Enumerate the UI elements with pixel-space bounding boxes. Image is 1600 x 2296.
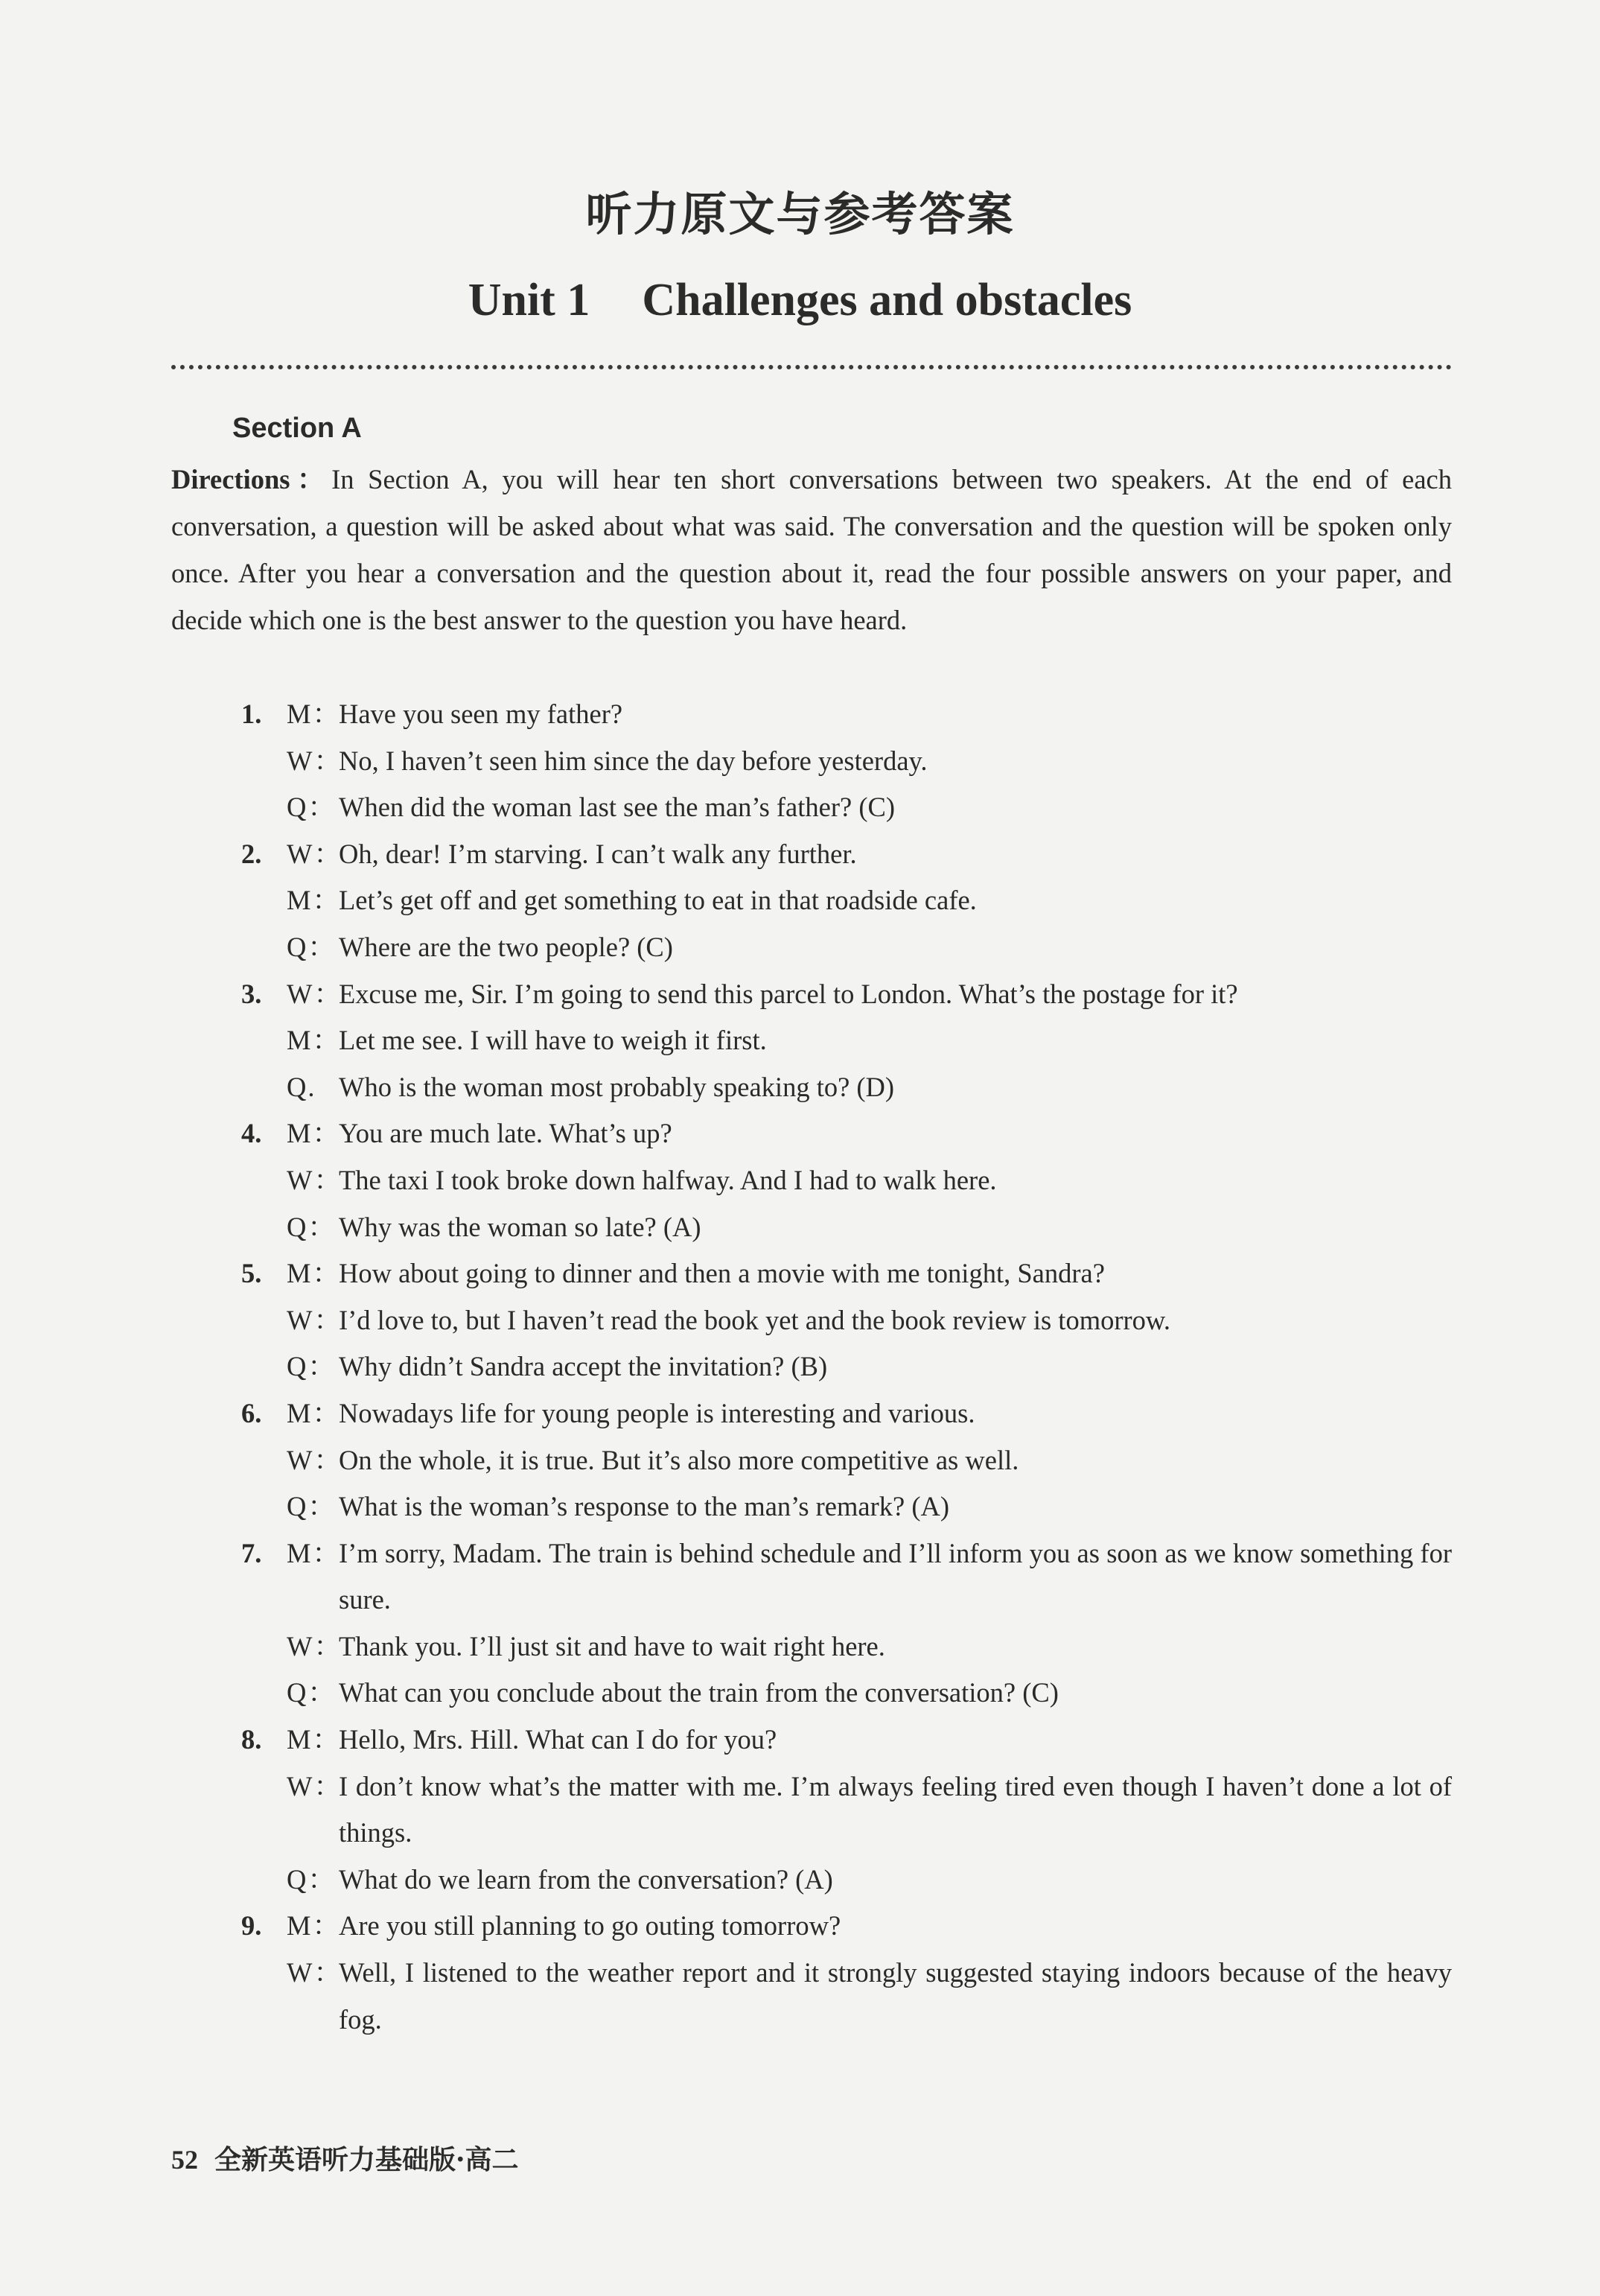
conversation-number: 8. [241, 1724, 262, 1755]
speaker-letter: W [287, 1304, 313, 1335]
speaker-colon: ： [313, 1304, 341, 1335]
dialogue-text: On the whole, it is true. But it’s also more competitive as well. [339, 1444, 1019, 1475]
conversation-item [0, 691, 1600, 831]
speaker-colon: ： [312, 1910, 340, 1942]
dialogue-text: I’m sorry, Madam. The train is behind schedule and I’ll inform you as soon as we know something for sure. [339, 1537, 1452, 1615]
speaker-letter: M [287, 1397, 311, 1428]
dialogue-text: Why was the woman so late? (A) [339, 1211, 701, 1242]
speaker-colon: ： [313, 1164, 341, 1195]
speaker-letter: M [287, 885, 311, 916]
speaker-letter: W [287, 1770, 313, 1801]
speaker-letter: Q [287, 1863, 307, 1895]
conversation-item [0, 1390, 1600, 1530]
dialogue-text: Let me see. I will have to weigh it first. [339, 1025, 767, 1056]
dialogue-text: Have you seen my father? [339, 699, 623, 729]
conversation-item [0, 1903, 1600, 2043]
dialogue-text: No, I haven’t seen him since the day before yesterday. [339, 745, 928, 776]
dialogue-text: What can you conclude about the train from the conversation? (C) [339, 1677, 1059, 1708]
conversation-item [0, 1717, 1600, 1903]
conversation-number: 4. [241, 1118, 262, 1149]
speaker-label [287, 1950, 339, 1997]
speaker-label [287, 877, 339, 924]
unit-number: Unit 1 [468, 275, 590, 325]
conversation-number: 5. [241, 1258, 262, 1289]
dotted-divider [171, 365, 1452, 369]
dialogue-text: Hello, Mrs. Hill. What can I do for you? [339, 1724, 777, 1755]
speaker-colon: ： [313, 978, 341, 1009]
dialogue-line [0, 1670, 1452, 1717]
dialogue-line [0, 971, 1452, 1018]
speaker-colon: ： [307, 1863, 335, 1895]
dialogue-line [0, 1437, 1452, 1484]
conversation-item [0, 971, 1600, 1111]
dialogue-text: How about going to dinner and then a movie with me tonight, Sandra? [339, 1258, 1105, 1289]
speaker-letter: M [287, 1025, 311, 1056]
speaker-colon: . [307, 1071, 315, 1102]
dialogue-text: I don’t know what’s the matter with me. I’m always feeling tired even though I haven’t done a lot of things. [339, 1770, 1452, 1848]
speaker-label [287, 1764, 339, 1810]
page-footer [171, 2139, 519, 2177]
speaker-letter: W [287, 745, 313, 776]
dialogue-text: Thank you. I’ll just sit and have to wait right here. [339, 1630, 885, 1661]
speaker-letter: Q [287, 1677, 307, 1708]
speaker-label [287, 1484, 339, 1530]
dialogue-line [0, 831, 1452, 878]
speaker-label [287, 1670, 339, 1717]
dialogue-line [0, 1624, 1452, 1670]
speaker-letter: M [287, 1537, 311, 1568]
speaker-label [287, 1390, 339, 1437]
conversation-item [0, 1530, 1600, 1717]
unit-title: Challenges and obstacles [642, 275, 1132, 325]
dialogue-text: Let’s get off and get something to eat in that roadside cafe. [339, 885, 977, 916]
speaker-colon: ： [312, 1397, 340, 1428]
conversation-number: 1. [241, 699, 262, 729]
dialogue-text: Where are the two people? (C) [339, 931, 673, 962]
speaker-colon: ： [312, 699, 340, 729]
speaker-label [287, 971, 339, 1018]
dialogue-text: What is the woman’s response to the man’s remark? (A) [339, 1491, 950, 1522]
speaker-colon: ： [313, 745, 341, 776]
conversation-item [0, 1110, 1600, 1250]
speaker-label [287, 1857, 339, 1904]
speaker-colon: ： [307, 931, 335, 962]
speaker-label [287, 784, 339, 831]
conversation-number: 2. [241, 838, 262, 869]
dialogue-text: Who is the woman most probably speaking to? (D) [339, 1071, 895, 1102]
dialogue-text: Excuse me, Sir. I’m going to send this parcel to London. What’s the postage for it? [339, 978, 1238, 1009]
dialogue-text: What do we learn from the conversation? (A) [339, 1863, 833, 1895]
speaker-colon: ： [307, 1677, 335, 1708]
conversation-item [0, 831, 1600, 971]
dialogue-line [0, 1764, 1452, 1857]
speaker-colon: ： [312, 1258, 340, 1289]
dialogue-line [0, 1903, 1452, 1950]
speaker-label [287, 738, 339, 785]
dialogue-text: Why didn’t Sandra accept the invitation? (B) [339, 1351, 828, 1382]
speaker-colon: ： [307, 1351, 335, 1382]
speaker-letter: Q [287, 931, 307, 962]
dialogue-text: Are you still planning to go outing tomorrow? [339, 1910, 841, 1942]
speaker-letter: W [287, 1630, 313, 1661]
dialogue-line [0, 1717, 1452, 1764]
speaker-label [287, 1017, 339, 1064]
page-number: 52 [171, 2145, 198, 2175]
speaker-label [287, 1064, 339, 1111]
speaker-colon: ： [312, 1118, 340, 1149]
speaker-letter: W [287, 1164, 313, 1195]
dialogue-text: When did the woman last see the man’s father? (C) [339, 792, 895, 823]
speaker-colon: ： [313, 1957, 341, 1988]
dialogue-text: Oh, dear! I’m starving. I can’t walk any further. [339, 838, 857, 869]
conversation-item [0, 1250, 1600, 1390]
dialogue-text: The taxi I took broke down halfway. And I had to walk here. [339, 1164, 997, 1195]
directions-paragraph [171, 456, 1452, 643]
conversation-number: 9. [241, 1910, 262, 1942]
directions-label: Directions： [171, 464, 332, 495]
book-title: 全新英语听力基础版·高二 [214, 2144, 519, 2175]
dialogue-line [0, 924, 1452, 971]
speaker-letter: M [287, 1258, 311, 1289]
speaker-colon: ： [312, 1537, 340, 1568]
speaker-label [287, 1297, 339, 1344]
dialogue-line [0, 1484, 1452, 1530]
speaker-label [287, 1343, 339, 1390]
speaker-letter: Q [287, 1491, 307, 1522]
speaker-label [287, 691, 339, 738]
speaker-colon: ： [312, 1025, 340, 1056]
speaker-colon: ： [307, 1491, 335, 1522]
dialogue-text: Well, I listened to the weather report and it strongly suggested staying indoors because of the heavy fog. [339, 1957, 1452, 2035]
speaker-letter: W [287, 838, 313, 869]
speaker-label [287, 1204, 339, 1251]
speaker-colon: ： [307, 1211, 335, 1242]
speaker-colon: ： [307, 792, 335, 823]
speaker-letter: M [287, 699, 311, 729]
speaker-label [287, 1437, 339, 1484]
dialogue-line [0, 1110, 1452, 1157]
dialogue-line [0, 1857, 1452, 1904]
dialogue-line [0, 1250, 1452, 1297]
dialogue-line [0, 1157, 1452, 1204]
speaker-label [287, 831, 339, 878]
speaker-letter: Q [287, 1351, 307, 1382]
speaker-letter: M [287, 1118, 311, 1149]
dialogue-line [0, 1017, 1452, 1064]
dialogue-line [0, 877, 1452, 924]
speaker-colon: ： [313, 838, 341, 869]
speaker-label [287, 924, 339, 971]
speaker-label [287, 1250, 339, 1297]
speaker-label [287, 1717, 339, 1764]
speaker-colon: ： [313, 1630, 341, 1661]
dialogue-line [0, 784, 1452, 831]
conversation-number: 3. [241, 978, 262, 1009]
dialogue-line [0, 738, 1452, 785]
dialogue-line [0, 1064, 1452, 1111]
speaker-letter: W [287, 1957, 313, 1988]
conversation-list [0, 691, 1600, 2043]
conversation-number: 7. [241, 1537, 262, 1568]
speaker-letter: Q [287, 1211, 307, 1242]
speaker-colon: ： [312, 1724, 340, 1755]
dialogue-line [0, 1950, 1452, 2043]
speaker-label [287, 1157, 339, 1204]
speaker-label [287, 1624, 339, 1670]
speaker-colon: ： [313, 1444, 341, 1475]
dialogue-line [0, 1343, 1452, 1390]
conversation-number: 6. [241, 1397, 262, 1428]
speaker-letter: M [287, 1724, 311, 1755]
speaker-letter: W [287, 1444, 313, 1475]
section-heading: Section A [232, 413, 362, 444]
dialogue-text: I’d love to, but I haven’t read the book yet and the book review is tomorrow. [339, 1304, 1171, 1335]
speaker-colon: ： [312, 885, 340, 916]
dialogue-line [0, 1297, 1452, 1344]
speaker-letter: M [287, 1910, 311, 1942]
dialogue-text: Nowadays life for young people is interesting and various. [339, 1397, 975, 1428]
speaker-label [287, 1530, 339, 1577]
dialogue-text: You are much late. What’s up? [339, 1118, 672, 1149]
speaker-letter: Q [287, 1071, 307, 1102]
speaker-label [287, 1903, 339, 1950]
dialogue-line [0, 1530, 1452, 1624]
speaker-colon: ： [313, 1770, 341, 1801]
dialogue-line [0, 691, 1452, 738]
dialogue-line [0, 1204, 1452, 1251]
page-title: 听力原文与参考答案 [585, 187, 1015, 241]
dialogue-line [0, 1390, 1452, 1437]
speaker-letter: W [287, 978, 313, 1009]
speaker-label [287, 1110, 339, 1157]
directions-text: In Section A, you will hear ten short conversations between two speakers. At the end of each conversation, a question will be asked about what was said. The conversation and the question will be spoken only once. After you hear a conversation and the question about it, read the four possible answers on your paper, and decide which one is the best answer to the question you have heard. [171, 464, 1452, 635]
unit-heading [0, 274, 1600, 327]
speaker-letter: Q [287, 792, 307, 823]
